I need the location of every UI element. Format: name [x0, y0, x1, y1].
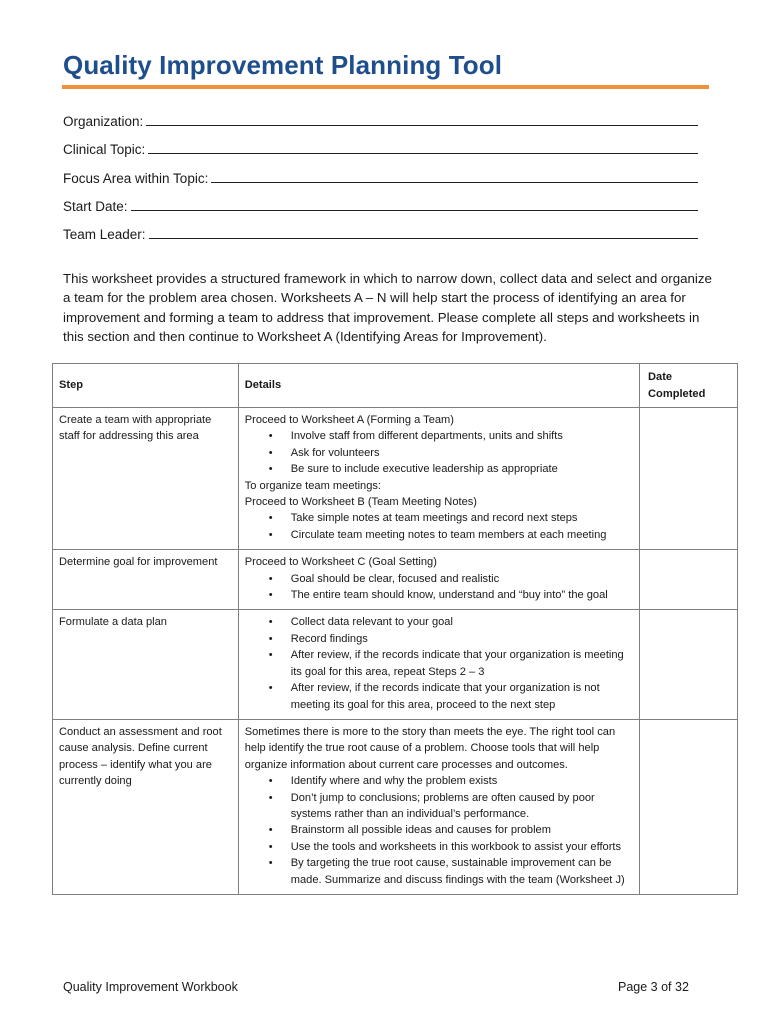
details-column-header: Details	[238, 364, 639, 408]
clinical-topic-label: Clinical Topic:	[63, 142, 146, 157]
bullet-item: • Collect data relevant to your goal	[291, 614, 633, 630]
date-completed-cell[interactable]	[640, 610, 738, 719]
organization-input-line[interactable]	[146, 111, 698, 126]
step-cell: Conduct an assessment and root cause analysis. Define current process – identify what you are currently doing	[53, 719, 239, 894]
bullet-item: • The entire team should know, understand and “buy into” the goal	[291, 587, 633, 603]
focus-area-label: Focus Area within Topic:	[63, 171, 209, 186]
bullet-item: • Don’t jump to conclusions; problems are often caused by poor systems rather than an individual’s performance.	[291, 790, 633, 823]
details-text: Sometimes there is more to the story than meets the eye. The right tool can help identify the true root cause of a problem. Choose tools that will help organize information about current care processes and outcomes.	[244, 725, 616, 771]
start-date-input-line[interactable]	[131, 196, 698, 211]
table-row	[53, 719, 738, 894]
date-completed-cell[interactable]	[640, 719, 738, 894]
details-cell	[238, 408, 639, 550]
details-cell	[238, 719, 639, 894]
date-completed-cell[interactable]	[640, 408, 738, 550]
bullet-item: • Identify where and why the problem exists	[291, 773, 633, 789]
bullet-list	[245, 428, 633, 477]
bullet-item: • Record findings	[291, 631, 633, 647]
date-header-line-2: Completed	[648, 387, 706, 400]
step-cell: Determine goal for improvement	[53, 550, 239, 610]
bullet-item: • By targeting the true root cause, sustainable improvement can be made. Summarize and discuss findings with the team (Worksheet J)	[291, 855, 633, 888]
step-column-header: Step	[53, 364, 239, 408]
bullet-item: • Take simple notes at team meetings and record next steps	[291, 510, 633, 526]
step-cell: Create a team with appropriate staff for addressing this area	[53, 408, 239, 550]
footer-page-number: Page 3 of 32	[618, 980, 689, 994]
bullet-list	[245, 773, 633, 888]
step-cell: Formulate a data plan	[53, 610, 239, 719]
date-completed-cell[interactable]	[640, 550, 738, 610]
focus-area-field[interactable]	[63, 166, 698, 186]
table-row	[53, 408, 738, 550]
details-text: To organize team meetings:	[244, 479, 382, 492]
bullet-item: • Brainstorm all possible ideas and causes for problem	[291, 822, 633, 838]
table-header-row	[53, 364, 738, 408]
steps-table	[52, 363, 738, 895]
organization-field[interactable]	[63, 109, 698, 129]
bullet-item: • After review, if the records indicate that your organization is meeting its goal for this area, repeat Steps 2 – 3	[291, 647, 633, 680]
start-date-field[interactable]	[63, 194, 698, 214]
bullet-item: • Be sure to include executive leadership as appropriate	[291, 461, 633, 477]
clinical-topic-field[interactable]	[63, 137, 698, 157]
bullet-list	[245, 510, 633, 543]
focus-area-input-line[interactable]	[211, 168, 698, 183]
date-completed-column-header	[640, 364, 738, 408]
bullet-list	[245, 614, 633, 712]
details-text: Proceed to Worksheet B (Team Meeting Notes)	[244, 496, 477, 509]
bullet-item: • Involve staff from different departments, units and shifts	[291, 428, 633, 444]
bullet-item: • Goal should be clear, focused and realistic	[291, 571, 633, 587]
details-text: Proceed to Worksheet A (Forming a Team)	[244, 414, 454, 426]
clinical-topic-input-line[interactable]	[148, 139, 698, 154]
intro-paragraph: This worksheet provides a structured framework in which to narrow down, collect data and select and organize a team for the problem area chosen. Worksheets A – N will help start the process of identifying an area for improvement and forming a team to address that improvement. Please complete all steps and worksheets in this section and then continue to Worksheet A (Identifying Areas for Improvement).	[63, 271, 712, 344]
date-header-line-1: Date	[648, 371, 673, 384]
team-leader-input-line[interactable]	[149, 224, 698, 239]
footer-workbook-name: Quality Improvement Workbook	[63, 980, 238, 994]
table-row	[53, 610, 738, 719]
team-leader-label: Team Leader:	[63, 227, 146, 242]
details-cell	[238, 550, 639, 610]
details-text: Proceed to Worksheet C (Goal Setting)	[244, 556, 437, 569]
bullet-list	[245, 571, 633, 604]
bullet-item: • Circulate team meeting notes to team members at each meeting	[291, 527, 633, 543]
page-title: Quality Improvement Planning Tool	[63, 50, 503, 80]
title-underline	[62, 85, 709, 89]
details-cell	[238, 610, 639, 719]
start-date-label: Start Date:	[63, 199, 128, 214]
bullet-item: • Use the tools and worksheets in this workbook to assist your efforts	[291, 839, 633, 855]
bullet-item: • Ask for volunteers	[291, 445, 633, 461]
table-row	[53, 550, 738, 610]
bullet-item: • After review, if the records indicate that your organization is not meeting its goal for this area, proceed to the next step	[291, 680, 633, 713]
organization-label: Organization:	[63, 114, 144, 129]
team-leader-field[interactable]	[63, 222, 698, 242]
